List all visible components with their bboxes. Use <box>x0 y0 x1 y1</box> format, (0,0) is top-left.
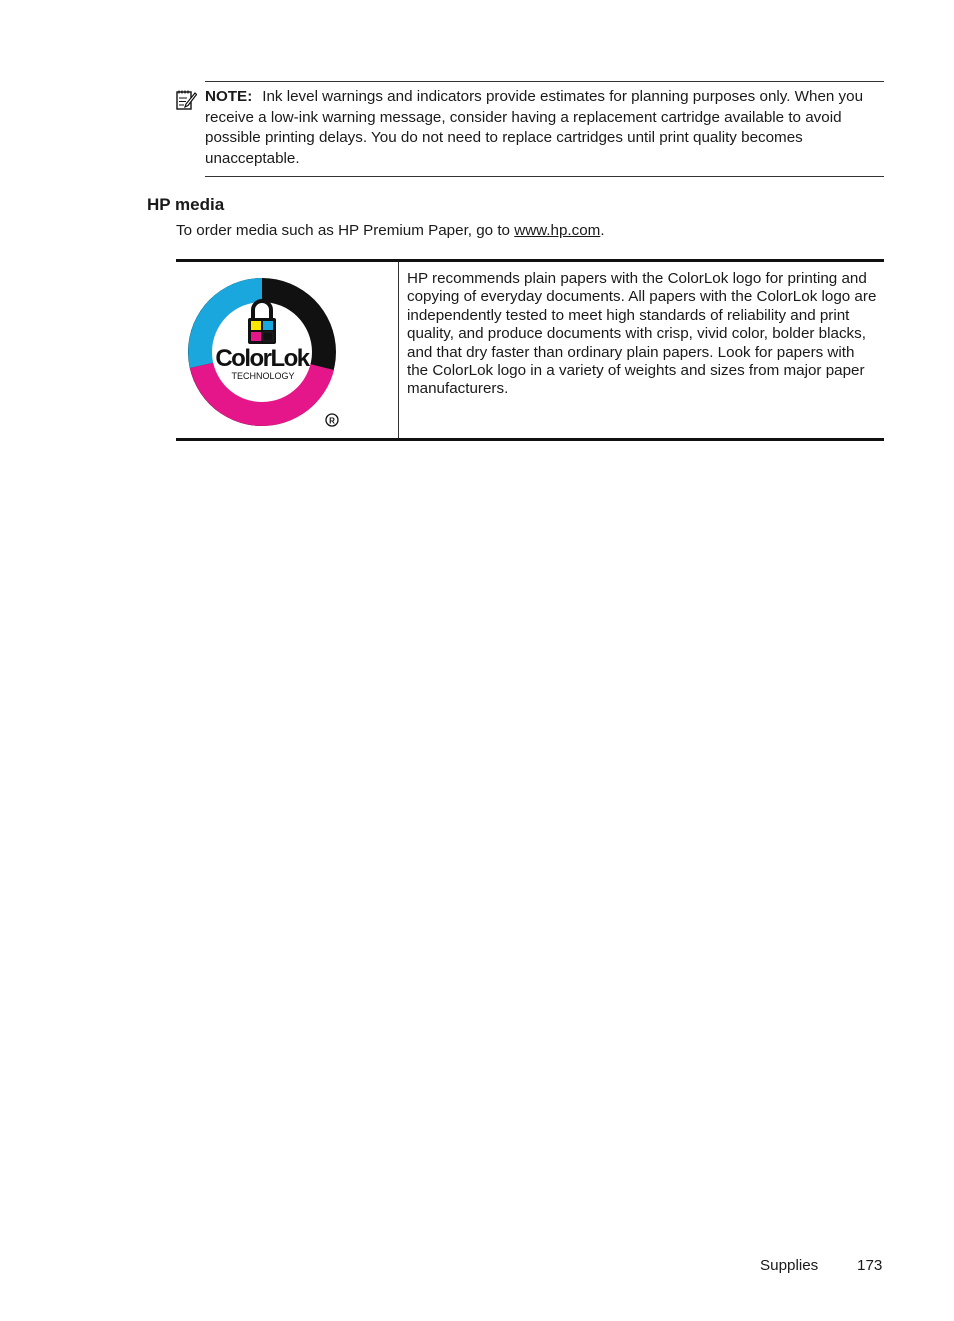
colorlok-description: HP recommends plain papers with the ColorLok logo for printing and copying of everyday documents. All papers with the ColorLok logo are independently tested to meet high standards of reliability and print quality, and produce documents with crisp, vivid color, bolder blacks, and that dry faster than ordinary plain papers. Look for papers with the ColorLok logo in a variety of weights and sizes from major paper manufacturers. <box>407 270 877 398</box>
intro-paragraph <box>176 221 605 241</box>
note-text <box>205 87 884 169</box>
note-pad-icon <box>175 89 197 111</box>
section-heading: HP media <box>147 195 225 214</box>
hp-website-link[interactable]: www.hp.com <box>514 222 601 239</box>
note-top-rule <box>205 81 884 82</box>
intro-text: To order media such as HP Premium Paper, go to <box>176 222 515 239</box>
colorlok-logo <box>184 272 344 432</box>
media-table <box>176 259 884 441</box>
note-bottom-rule <box>205 176 884 177</box>
table-cell-divider <box>398 262 399 438</box>
note-body: Ink level warnings and indicators provide estimates for planning purposes only. When you receive a low-ink warning message, consider having a replacement cartridge available to avoid possible printing delays. You do not need to replace cartridges until print quality becomes unacceptable. <box>205 88 864 167</box>
registered-mark-icon: R <box>329 416 335 426</box>
footer-section-name: Supplies <box>760 1257 819 1274</box>
colorlok-subtitle: TECHNOLOGY <box>231 371 295 381</box>
footer-page-number: 173 <box>857 1257 883 1274</box>
colorlok-wordmark: ColorLok <box>215 345 309 372</box>
intro-suffix: . <box>600 222 605 239</box>
note-label: NOTE: <box>205 88 253 105</box>
